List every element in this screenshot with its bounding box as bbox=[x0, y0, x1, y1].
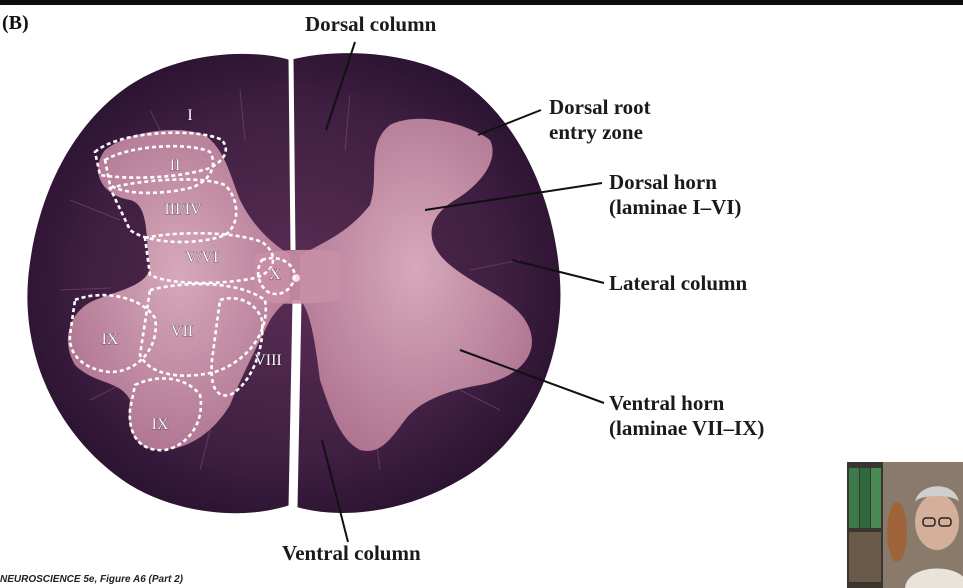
label-dorsal-root-entry-1: Dorsal root bbox=[549, 95, 651, 119]
presenter-webcam bbox=[847, 462, 963, 588]
label-dorsal-horn-1: Dorsal horn bbox=[609, 170, 717, 194]
label-ventral-horn-2: (laminae VII–IX) bbox=[609, 416, 765, 440]
label-lateral-column: Lateral column bbox=[609, 271, 748, 295]
label-dorsal-root-entry-2: entry zone bbox=[549, 120, 643, 144]
lamina-label-X: X bbox=[269, 266, 281, 283]
ventral-median-fissure bbox=[293, 300, 297, 508]
label-dorsal-horn-2: (laminae I–VI) bbox=[609, 195, 742, 219]
lamina-label-V-VI: V/VI bbox=[185, 249, 219, 266]
panel-label: (B) bbox=[2, 12, 29, 34]
webcam-image bbox=[847, 462, 963, 588]
lamina-label-II: II bbox=[169, 157, 181, 174]
lamina-label-IX-upper: IX bbox=[101, 331, 119, 348]
dorsal-median-sulcus bbox=[291, 58, 293, 250]
lamina-label-I: I bbox=[187, 107, 193, 124]
lamina-label-VII: VII bbox=[170, 323, 194, 340]
label-dorsal-column: Dorsal column bbox=[305, 12, 437, 36]
lamina-label-VIII: VIII bbox=[254, 352, 282, 369]
label-ventral-horn-1: Ventral horn bbox=[609, 391, 725, 415]
label-ventral-column: Ventral column bbox=[282, 541, 421, 565]
lamina-label-III-IV: III/IV bbox=[164, 201, 202, 218]
figure-credit: NEUROSCIENCE 5e, Figure A6 (Part 2) bbox=[0, 574, 184, 585]
lamina-label-IX-lower: IX bbox=[151, 416, 169, 433]
